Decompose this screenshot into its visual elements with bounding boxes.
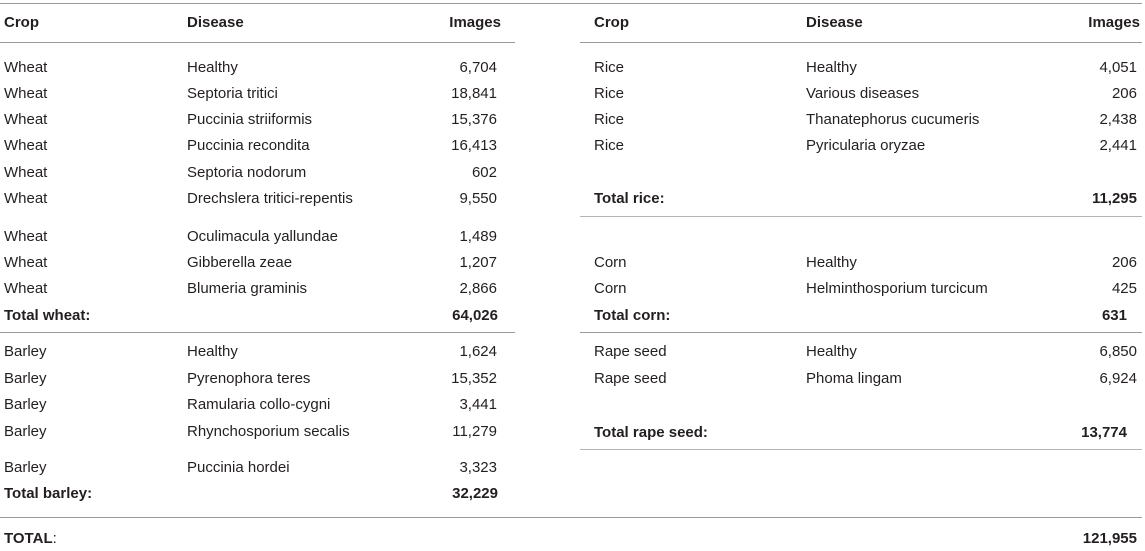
crop-cell: Barley — [4, 396, 47, 413]
images-cell: 206 — [1111, 254, 1137, 271]
crop-cell: Wheat — [4, 137, 48, 154]
header-rule-left — [0, 42, 515, 43]
crop-cell: Wheat — [4, 254, 48, 271]
grand-total-word: TOTAL — [4, 530, 53, 547]
crop-cell: Wheat — [4, 164, 48, 181]
crop-cell: Wheat — [4, 85, 48, 102]
disease-cell: Rhynchosporium secalis — [187, 423, 350, 440]
crop-cell: Barley — [4, 370, 47, 387]
disease-cell: Thanatephorus cucumeris — [806, 111, 980, 128]
images-cell: 1,489 — [459, 228, 497, 245]
corn-rule — [580, 332, 1142, 333]
disease-cell: Healthy — [187, 59, 238, 76]
total-rape-label: Total rape seed: — [594, 424, 708, 441]
crop-cell: Wheat — [4, 59, 48, 76]
header-crop-right: Crop — [594, 14, 629, 31]
grand-total-value: 121,955 — [1082, 530, 1137, 547]
total-wheat-value: 64,026 — [452, 307, 498, 324]
total-barley-value: 32,229 — [452, 485, 498, 502]
images-cell: 3,323 — [459, 459, 497, 476]
grand-total-colon: : — [52, 530, 57, 547]
disease-cell: Helminthosporium turcicum — [806, 280, 988, 297]
images-cell: 6,704 — [459, 59, 497, 76]
grand-total-rule — [0, 517, 1142, 518]
top-rule — [0, 3, 1142, 4]
images-cell: 206 — [1111, 85, 1137, 102]
header-rule-right — [580, 42, 1142, 43]
images-cell: 11,279 — [452, 423, 497, 440]
disease-cell: Puccinia recondita — [187, 137, 310, 154]
crop-cell: Wheat — [4, 228, 48, 245]
crop-cell: Corn — [594, 280, 627, 297]
images-cell: 9,550 — [459, 190, 497, 207]
crop-cell: Rice — [594, 111, 625, 128]
disease-cell: Puccinia hordei — [187, 459, 290, 476]
images-cell: 1,624 — [459, 343, 497, 360]
total-rape-value: 13,774 — [1081, 424, 1127, 441]
images-cell: 16,413 — [451, 137, 497, 154]
grand-total-label — [4, 530, 57, 548]
total-corn-label: Total corn: — [594, 307, 671, 324]
disease-cell: Septoria nodorum — [187, 164, 307, 181]
images-cell: 6,850 — [1099, 343, 1137, 360]
disease-cell: Septoria tritici — [187, 85, 278, 102]
disease-cell: Phoma lingam — [806, 370, 902, 387]
total-rice-value: 11,295 — [1091, 190, 1137, 207]
crop-cell: Rice — [594, 137, 625, 154]
disease-cell: Healthy — [187, 343, 238, 360]
images-cell: 15,376 — [451, 111, 497, 128]
crop-cell: Wheat — [4, 280, 48, 297]
wheat-rule — [0, 332, 515, 333]
disease-cell: Healthy — [806, 254, 857, 271]
images-cell: 2,438 — [1099, 111, 1137, 128]
disease-cell: Gibberella zeae — [187, 254, 293, 271]
total-wheat-label: Total wheat: — [4, 307, 91, 324]
crop-cell: Barley — [4, 459, 47, 476]
total-barley-label: Total barley: — [4, 485, 93, 502]
images-cell: 18,841 — [451, 85, 497, 102]
crop-cell: Rice — [594, 59, 625, 76]
disease-cell: Oculimacula yallundae — [187, 228, 338, 245]
images-cell: 1,207 — [459, 254, 497, 271]
crop-cell: Barley — [4, 423, 47, 440]
rape-rule — [580, 449, 1142, 450]
images-cell: 2,441 — [1099, 137, 1137, 154]
total-corn-value: 631 — [1101, 307, 1127, 324]
crop-cell: Rape seed — [594, 370, 667, 387]
images-cell: 2,866 — [459, 280, 497, 297]
disease-cell: Healthy — [806, 343, 857, 360]
header-disease-right: Disease — [806, 14, 863, 31]
images-cell: 15,352 — [451, 370, 497, 387]
crop-cell: Barley — [4, 343, 47, 360]
disease-cell: Pyrenophora teres — [187, 370, 311, 387]
images-cell: 425 — [1111, 280, 1137, 297]
header-images-left: Images — [449, 14, 501, 31]
crop-cell: Wheat — [4, 111, 48, 128]
total-rice-label: Total rice: — [594, 190, 665, 207]
images-cell: 3,441 — [459, 396, 497, 413]
crop-cell: Corn — [594, 254, 627, 271]
disease-cell: Puccinia striiformis — [187, 111, 313, 128]
header-images-right: Images — [1088, 14, 1140, 31]
header-crop-left: Crop — [4, 14, 39, 31]
rice-rule — [580, 216, 1142, 217]
disease-cell: Drechslera tritici-repentis — [187, 190, 353, 207]
crop-cell: Rice — [594, 85, 625, 102]
disease-cell: Pyricularia oryzae — [806, 137, 926, 154]
disease-cell: Blumeria graminis — [187, 280, 308, 297]
disease-cell: Various diseases — [806, 85, 920, 102]
crop-cell: Wheat — [4, 190, 48, 207]
disease-cell: Healthy — [806, 59, 857, 76]
crop-cell: Rape seed — [594, 343, 667, 360]
disease-cell: Ramularia collo-cygni — [187, 396, 331, 413]
images-cell: 6,924 — [1099, 370, 1137, 387]
images-cell: 4,051 — [1099, 59, 1137, 76]
images-cell: 602 — [471, 164, 497, 181]
header-disease-left: Disease — [187, 14, 244, 31]
